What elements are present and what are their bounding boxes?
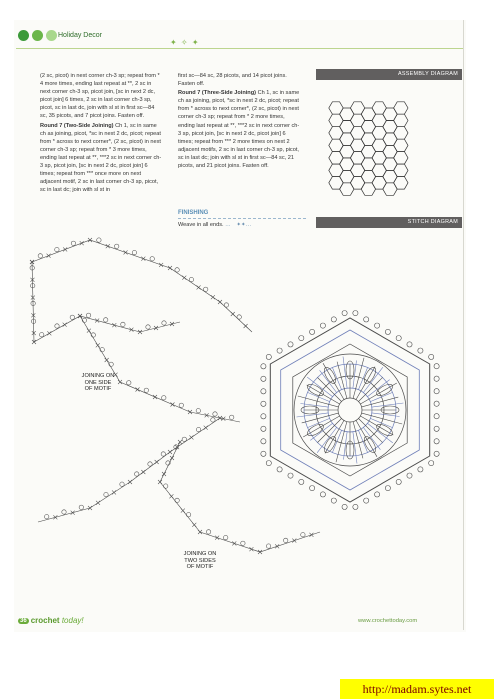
picot bbox=[266, 354, 271, 359]
stitch-post bbox=[308, 392, 330, 401]
picot bbox=[277, 467, 282, 472]
picot bbox=[385, 486, 390, 491]
picot bbox=[288, 342, 293, 347]
stitch-post bbox=[308, 418, 330, 427]
single-crochet-mark bbox=[124, 250, 128, 254]
picot bbox=[320, 323, 325, 328]
stitch-post bbox=[310, 423, 332, 440]
single-crochet-mark bbox=[158, 480, 162, 484]
single-crochet-mark bbox=[198, 530, 202, 534]
sparkle-icon: ✦ ✧ ✦ bbox=[170, 38, 200, 47]
stitch-post bbox=[363, 428, 380, 450]
single-crochet-mark bbox=[197, 285, 201, 289]
picot bbox=[241, 541, 245, 545]
picot bbox=[121, 322, 125, 326]
single-crochet-mark bbox=[136, 388, 140, 392]
stitch-post bbox=[323, 363, 344, 399]
motif-round bbox=[338, 398, 362, 422]
picot bbox=[261, 364, 266, 369]
picot bbox=[230, 415, 234, 419]
picot bbox=[434, 401, 439, 406]
single-crochet-mark bbox=[47, 254, 51, 258]
picot bbox=[104, 492, 108, 496]
picot bbox=[127, 381, 131, 385]
picot bbox=[429, 354, 434, 359]
instructions-column-1 bbox=[40, 72, 162, 195]
single-crochet-mark bbox=[88, 238, 92, 242]
picot bbox=[115, 244, 119, 248]
stitch-post bbox=[358, 430, 367, 452]
picot bbox=[196, 427, 200, 431]
picot bbox=[434, 364, 439, 369]
picot bbox=[375, 492, 380, 497]
single-crochet-mark bbox=[96, 501, 100, 505]
picot bbox=[407, 342, 412, 347]
picot bbox=[189, 277, 193, 281]
round-heading: Round 7 (Three-Side Joining) bbox=[178, 90, 257, 97]
picot bbox=[86, 313, 90, 317]
picot bbox=[261, 426, 266, 431]
header-dot bbox=[32, 30, 43, 41]
single-crochet-mark bbox=[112, 490, 116, 494]
picot bbox=[162, 396, 166, 400]
stitch-post bbox=[320, 370, 337, 392]
stitch-post bbox=[332, 368, 341, 390]
picot bbox=[224, 303, 228, 307]
picot bbox=[186, 513, 190, 517]
picot bbox=[211, 418, 215, 422]
picot bbox=[284, 538, 288, 542]
stitch-post bbox=[356, 420, 377, 456]
single-crochet-mark bbox=[169, 494, 173, 498]
single-crochet-mark bbox=[309, 533, 313, 537]
picot bbox=[434, 414, 439, 419]
single-crochet-mark bbox=[204, 426, 208, 430]
picot bbox=[261, 376, 266, 381]
picot bbox=[204, 287, 208, 291]
single-crochet-mark bbox=[170, 322, 174, 326]
picot bbox=[299, 479, 304, 484]
single-crochet-mark bbox=[80, 241, 84, 245]
header-dot bbox=[18, 30, 29, 41]
website-link[interactable]: www.crochettoday.com bbox=[358, 618, 418, 624]
assembly-diagram bbox=[328, 100, 430, 200]
instructions-column-2 bbox=[178, 72, 302, 171]
picot bbox=[310, 329, 315, 334]
paragraph: (2 sc, picot) in next corner ch-3 sp; repeat from * 4 more times, ending last repeat at **, 2 sc in next corner ch-3 sp, picot join, [sc in next 2 dc, picot join] 6 times, 2 sc in last corner ch-3 sp, picot, sc in last dc, join with sl st in first sc—84 sc, 35 picots, and 7 picot joins. Fasten off. bbox=[40, 73, 160, 120]
picot bbox=[266, 544, 270, 548]
picot bbox=[261, 401, 266, 406]
finishing-text: Weave in all ends. … ✦✦… bbox=[178, 222, 252, 228]
page-edge bbox=[463, 20, 464, 630]
single-crochet-mark bbox=[47, 331, 51, 335]
picot bbox=[148, 462, 152, 466]
picot bbox=[179, 403, 183, 407]
single-crochet-mark bbox=[159, 263, 163, 267]
picot bbox=[182, 437, 186, 441]
picot bbox=[331, 317, 336, 322]
picot bbox=[175, 498, 179, 502]
picot bbox=[45, 515, 49, 519]
picot bbox=[213, 412, 217, 416]
stitch-post bbox=[370, 392, 392, 401]
single-crochet-mark bbox=[53, 515, 57, 519]
stitch-diagram bbox=[20, 232, 460, 562]
single-crochet-mark bbox=[275, 544, 279, 548]
picot bbox=[434, 451, 439, 456]
header-dot bbox=[46, 30, 57, 41]
picot bbox=[261, 389, 266, 394]
picot bbox=[418, 467, 423, 472]
picot bbox=[150, 257, 154, 261]
picot bbox=[396, 336, 401, 341]
picot bbox=[407, 473, 412, 478]
page-number: 36 bbox=[20, 617, 27, 624]
picot bbox=[261, 439, 266, 444]
picot bbox=[38, 254, 42, 258]
picot bbox=[97, 238, 101, 242]
header-rule bbox=[16, 48, 464, 49]
picot bbox=[320, 492, 325, 497]
single-crochet-mark bbox=[182, 276, 186, 280]
picot bbox=[342, 504, 347, 509]
stitch-post bbox=[368, 380, 390, 397]
single-crochet-mark bbox=[78, 314, 82, 318]
single-crochet-mark bbox=[87, 329, 91, 333]
picot bbox=[434, 426, 439, 431]
single-crochet-mark bbox=[181, 509, 185, 513]
picot bbox=[353, 311, 358, 316]
picot bbox=[55, 324, 59, 328]
picot bbox=[135, 472, 139, 476]
single-crochet-mark bbox=[249, 547, 253, 551]
picot bbox=[364, 498, 369, 503]
picot bbox=[299, 336, 304, 341]
picot bbox=[62, 510, 66, 514]
single-crochet-mark bbox=[192, 523, 196, 527]
stitch-post bbox=[358, 368, 367, 390]
single-crochet-mark bbox=[258, 550, 262, 554]
picot bbox=[55, 247, 59, 251]
picot bbox=[342, 311, 347, 316]
single-crochet-mark bbox=[232, 541, 236, 545]
single-crochet-mark bbox=[189, 435, 193, 439]
picot bbox=[434, 376, 439, 381]
picot bbox=[301, 533, 305, 537]
picot bbox=[161, 452, 165, 456]
picot bbox=[40, 333, 44, 337]
stitch-post bbox=[303, 416, 339, 437]
single-crochet-mark bbox=[211, 295, 215, 299]
stitch-post bbox=[343, 357, 347, 389]
assembly-hexagon bbox=[394, 102, 408, 114]
single-crochet-mark bbox=[178, 440, 182, 444]
single-crochet-mark bbox=[106, 244, 110, 248]
single-crochet-mark bbox=[170, 456, 174, 460]
single-crochet-mark bbox=[141, 470, 145, 474]
single-crochet-mark bbox=[244, 324, 248, 328]
single-crochet-mark bbox=[129, 328, 133, 332]
assembly-hexagon bbox=[394, 152, 408, 165]
single-crochet-mark bbox=[154, 326, 158, 330]
picot bbox=[353, 504, 358, 509]
picot bbox=[288, 473, 293, 478]
single-crochet-mark bbox=[88, 506, 92, 510]
finishing-heading: FINISHING bbox=[178, 210, 209, 216]
picot bbox=[375, 323, 380, 328]
stitch-post bbox=[360, 383, 396, 404]
picot bbox=[79, 505, 83, 509]
picot bbox=[175, 268, 179, 272]
picot bbox=[162, 321, 166, 325]
assembly-hexagon bbox=[394, 127, 408, 140]
picot bbox=[396, 479, 401, 484]
single-crochet-mark bbox=[141, 257, 145, 261]
joining-one-side-label: JOINING ON ONE SIDE OF MOTIF bbox=[81, 373, 115, 393]
single-crochet-mark bbox=[153, 395, 157, 399]
picot bbox=[277, 348, 282, 353]
single-crochet-mark bbox=[96, 343, 100, 347]
single-crochet-mark bbox=[95, 319, 99, 323]
stitch-post bbox=[297, 413, 329, 417]
picot bbox=[71, 241, 75, 245]
single-crochet-mark bbox=[112, 323, 116, 327]
picot bbox=[364, 317, 369, 322]
stitch-post bbox=[372, 403, 404, 407]
paragraph: Round 7 (Two-Side Joining) Ch 1, sc in same ch as joining, picot, *sc in next 2 dc, picot; repeat from * across to next corner*, (2 sc, picot) in next corner ch-3 sp; repeat from * 3 more times, ending last repeat at **, ***2 sc in next corner ch-3 sp, picot join, [sc in next 2 dc, picot join] 6 times; repeat from *** once more on next adjacent motif, 2 sc in last corner ch-3 sp, picot, sc in last dc; join with sl st in bbox=[40, 122, 162, 194]
picot bbox=[434, 439, 439, 444]
stitch-post bbox=[302, 413, 339, 423]
joining-chain bbox=[38, 418, 220, 522]
assembly-hexagon bbox=[394, 114, 408, 127]
header-dots bbox=[18, 30, 57, 41]
single-crochet-mark bbox=[292, 539, 296, 543]
single-crochet-mark bbox=[218, 300, 222, 304]
watermark-link[interactable]: http://madam.sytes.net bbox=[340, 679, 494, 699]
picot bbox=[104, 318, 108, 322]
joining-chain bbox=[32, 240, 252, 332]
picot bbox=[70, 315, 74, 319]
picot bbox=[120, 482, 124, 486]
stitch-post bbox=[362, 397, 399, 407]
single-crochet-mark bbox=[71, 511, 75, 515]
joining-chain bbox=[80, 316, 240, 422]
picot bbox=[206, 530, 210, 534]
picot bbox=[146, 325, 150, 329]
assembly-hexagon bbox=[394, 164, 408, 177]
picot bbox=[418, 348, 423, 353]
picot bbox=[266, 461, 271, 466]
picot bbox=[224, 535, 228, 539]
stitch-post bbox=[370, 418, 392, 427]
picot bbox=[261, 414, 266, 419]
single-crochet-mark bbox=[63, 323, 67, 327]
single-crochet-mark bbox=[215, 536, 219, 540]
paragraph: first sc—84 sc, 28 picots, and 14 picot joins. Fasten off. bbox=[178, 73, 287, 88]
picot bbox=[144, 388, 148, 392]
assembly-hexagon bbox=[394, 139, 408, 151]
picot bbox=[331, 498, 336, 503]
round-heading: Round 7 (Two-Side Joining) bbox=[40, 122, 114, 129]
single-crochet-mark bbox=[168, 266, 172, 270]
section-title: Holiday Decor bbox=[58, 32, 102, 39]
picot bbox=[434, 389, 439, 394]
stitch-post bbox=[353, 432, 357, 464]
picot bbox=[310, 486, 315, 491]
assembly-diagram-banner: ASSEMBLY DIAGRAM bbox=[316, 69, 462, 80]
single-crochet-mark bbox=[155, 460, 159, 464]
picot bbox=[132, 250, 136, 254]
stitch-post bbox=[353, 422, 363, 459]
single-crochet-mark bbox=[105, 358, 109, 362]
single-crochet-mark bbox=[168, 450, 172, 454]
stitch-post bbox=[332, 430, 341, 452]
joining-two-sides-label: JOINING ON TWO SIDES OF MOTIF bbox=[183, 551, 217, 571]
finishing-rule bbox=[178, 218, 306, 219]
stitch-post bbox=[337, 362, 347, 399]
single-crochet-mark bbox=[162, 472, 166, 476]
picot bbox=[237, 315, 241, 319]
single-crochet-mark bbox=[63, 247, 67, 251]
picot bbox=[196, 409, 200, 413]
single-crochet-mark bbox=[138, 330, 142, 334]
single-crochet-mark bbox=[231, 312, 235, 316]
picot bbox=[261, 451, 266, 456]
stitch-diagram-banner: STITCH DIAGRAM bbox=[316, 217, 462, 228]
assembly-hexagon bbox=[394, 177, 408, 190]
single-crochet-mark bbox=[171, 403, 175, 407]
single-crochet-mark bbox=[128, 480, 132, 484]
paragraph: Round 7 (Three-Side Joining) Ch 1, sc in same ch as joining, picot, *sc in next 2 dc, picot; repeat from * across to next corner*, (2 sc, picot) in next corner ch-3 sp; repeat from * 2 more times, ending last repeat at **, ***2 sc in next corner ch-3 sp, picot join, [sc in next 2 dc, picot join] 6 times; repeat from *** 2 more times on next 2 adjacent motifs, 2 sc in last corner ch-3 sp, picot, sc in last dc; join with sl st in first sc—84 sc, 21 picots, and 21 picot joins. Fasten off. bbox=[178, 90, 300, 170]
picot bbox=[429, 461, 434, 466]
picot bbox=[164, 484, 168, 488]
footer-brand: 36 crochet today! bbox=[20, 616, 84, 625]
picot bbox=[385, 329, 390, 334]
